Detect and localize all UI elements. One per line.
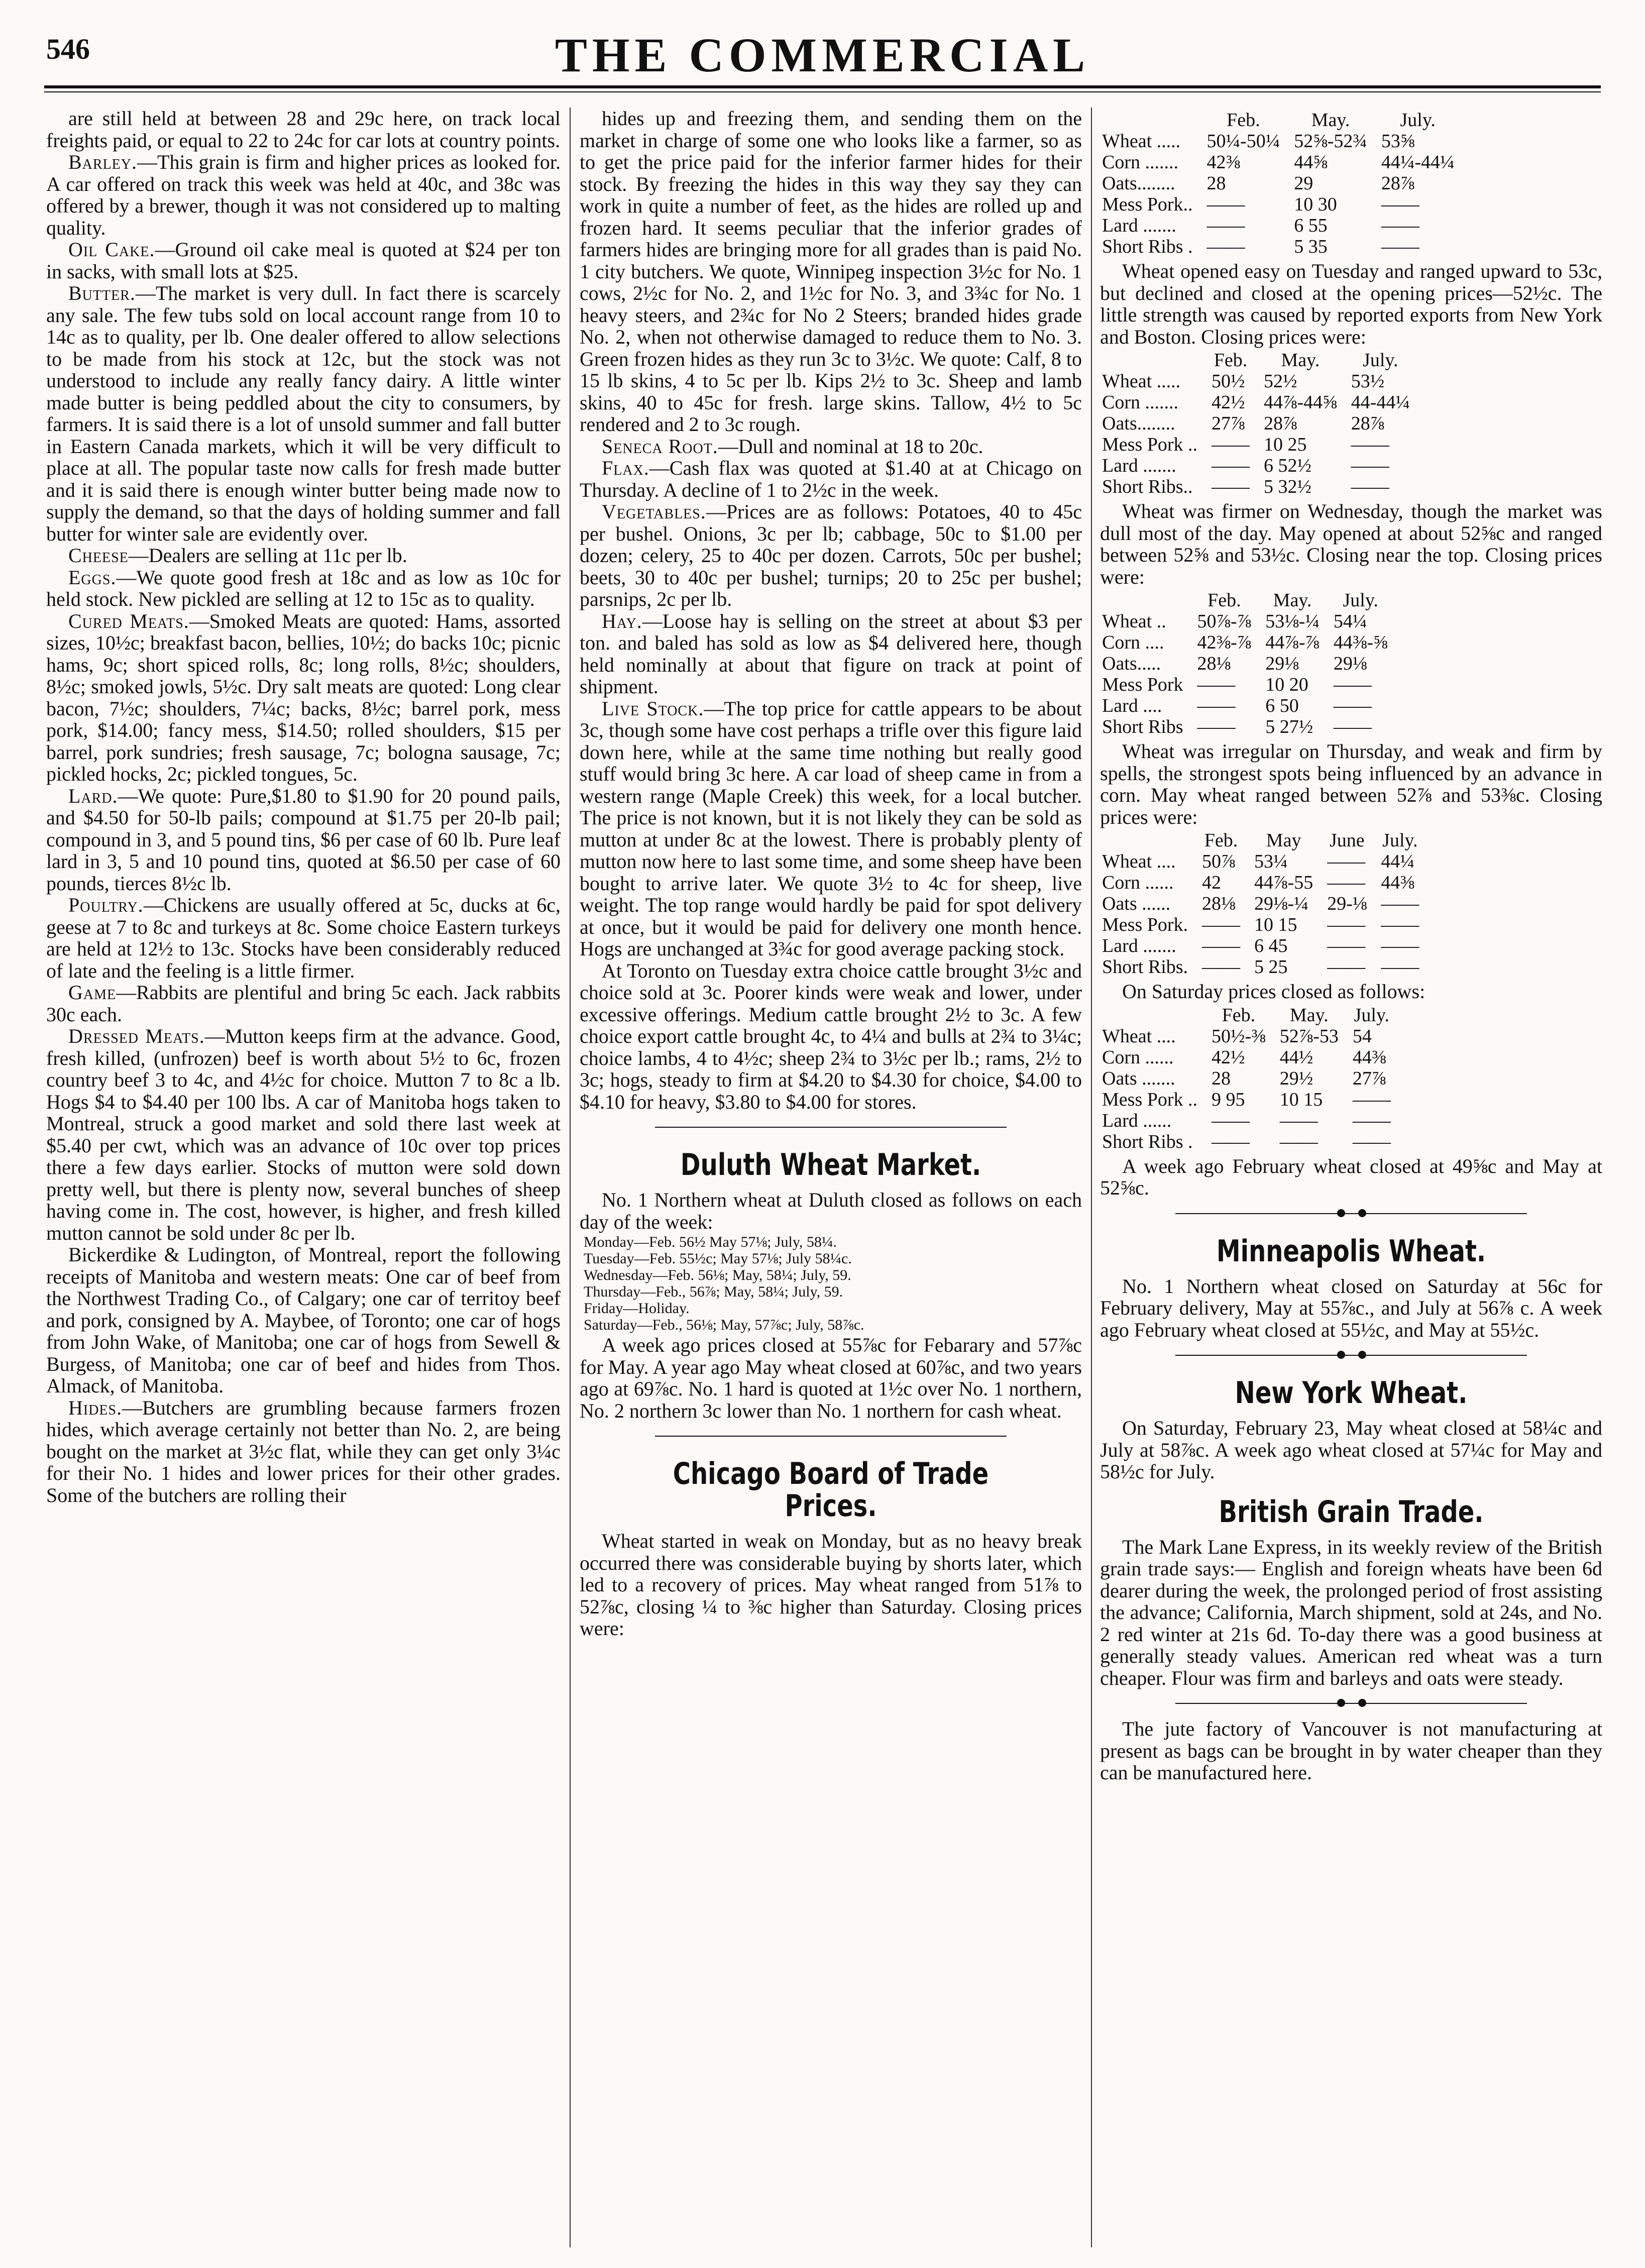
paragraph-lead: Hay. (602, 609, 642, 632)
paragraph-text: —The top price for cattle appears to be about 3c, though some have cost perhaps a trifle over this figure laid down here, while at the same time nothing but really good stuff would bring 3c here. A car load of sheep came in from a western range (Maple Creek) this week, for a local butcher. The price is not known, but it is not likely they can be sold as mutton at under 8c at the lowest. There is probably plenty of mutton now here to last some time, and some sheep have been bought to arrive later. We quote 3½ to 4c for sheep, live weight. The top range would hardly be paid for spot delivery at once, but it would be paid for delivery one month hence. Hogs are unchanged at 3¾c for good average packing stock. (580, 697, 1082, 960)
paragraph-text: —We quote good fresh at 18c and as low as 10c for held stock. New pickled are selling at 12 to 15c as to quality. (46, 566, 561, 610)
commodity-cell: Lard ....... (1102, 215, 1176, 236)
paragraph-lead: Eggs. (68, 566, 117, 589)
price-cell: 29 (1294, 173, 1313, 194)
price-cell: 44⅞-⅞ (1265, 632, 1320, 653)
paragraph (580, 610, 1082, 698)
table-row (1102, 1131, 1398, 1152)
price-cell: —— (1212, 1131, 1250, 1152)
price-cell: —— (1212, 1110, 1250, 1131)
price-cell: 42⅜ (1207, 152, 1241, 173)
column-1 (46, 107, 561, 2247)
header-cell: May. (1273, 590, 1312, 611)
price-cell: 29⅛-¼ (1254, 893, 1308, 914)
paragraph-lead: Seneca Root. (602, 435, 718, 458)
commodity-cell: Lard .... (1102, 695, 1162, 716)
commodity-cell: Short Ribs. (1102, 956, 1188, 978)
table-row (1102, 1068, 1398, 1089)
price-cell: —— (1381, 215, 1419, 236)
price-cell: 5 25 (1254, 956, 1288, 978)
commodity-cell: Mess Pork .. (1102, 434, 1198, 455)
price-cell: 53¼ (1254, 851, 1288, 872)
price-cell: 53⅛-¼ (1265, 611, 1320, 632)
table-row (1102, 1089, 1398, 1110)
commodity-cell: Wheat .... (1102, 851, 1176, 872)
paragraph-text: are still held at between 28 and 29c here, on track local freights paid, or equal to 22 to 24c for car lots at country points. (46, 107, 561, 152)
price-cell: 28 (1212, 1067, 1231, 1089)
monday-price-table (1102, 110, 1462, 257)
commodity-cell: Lard ....... (1102, 455, 1176, 476)
price-cell: 42½ (1212, 392, 1245, 413)
price-cell: —— (1352, 1089, 1391, 1110)
price-cell: —— (1212, 455, 1250, 476)
table-header-row (1102, 350, 1417, 371)
price-cell: —— (1333, 674, 1372, 695)
table-row (1102, 413, 1417, 434)
price-cell: —— (1351, 434, 1389, 455)
thursday-price-table (1102, 830, 1426, 978)
table-row (1102, 434, 1417, 455)
duluth-day-line: Friday—Holiday. (584, 1300, 690, 1317)
header-cell: July. (1363, 350, 1398, 371)
price-cell: —— (1327, 851, 1366, 872)
paragraph (580, 501, 1082, 610)
commodity-cell: Mess Pork. (1102, 914, 1188, 935)
commodity-cell: Lard ...... (1102, 1110, 1172, 1131)
column-rule (570, 107, 571, 2247)
section-divider (655, 1428, 1007, 1445)
commodity-cell: Oats..... (1102, 653, 1161, 674)
british-report: The Mark Lane Express, in its weekly review of the British grain trade says:— English and foreign wheats have been 6d dearer during the week, the prolonged period of frost assisting the advance; California, March shipment, sold at 24s, and No. 2 red winter at 21s 6d. To-day there was a good business at generally steady values. American red wheat was a turn cheaper. Flour was firm and barleys and oats were steady. (1100, 1535, 1602, 1689)
table-row (1102, 131, 1462, 152)
paragraph (580, 960, 1082, 1113)
price-cell: 28 (1207, 173, 1226, 194)
paragraph-lead: Cheese (68, 544, 129, 567)
price-cell: 44⅞-55 (1254, 872, 1313, 893)
paragraph (46, 1397, 561, 1506)
duluth-day-line: Saturday—Feb., 56⅛; May, 57⅞c; July, 58⅞c. (584, 1317, 864, 1333)
table-header-row (1102, 830, 1426, 851)
table-row (1102, 455, 1417, 476)
paragraph-text: At Toronto on Tuesday extra choice cattle brought 3½c and choice sold at 3c. Poorer kinds were weak and lower, under excessive offerings. Medium cattle brought 2½ to 3c. A few choice export cattle brought 4c, to 4¼ and bulls at 2¾ to 3¼c; choice lambs, 4 to 4½c; sheep 2¾ to 3½c per lb.; rams, 2½ to 3c; hogs, steady to firm at $4.20 to $4.30 for choice, $4.00 to $4.10 for heavy, $3.80 to $4.00 for stores. (580, 959, 1082, 1113)
price-cell: —— (1381, 236, 1419, 257)
paragraph-text: hides up and freezing them, and sending them on the market in charge of some one who looks like a farmer, so as to get the price paid for the inferior farmer hides for their stock. By freezing the hides in this way they say they can work in quite a number of feet, as the hides are rolled up and frozen hard. It seems peculiar that the inferior grades of farmers hides are bringing more for all grades than is paid No. 1 city butchers. We quote, Winnipeg inspection 3½c for No. 1 cows, 2½c for No. 2, and 1½c for No. 3, and 3¾c for No. 1 heavy steers, and 2¾c for No 2 Steers; branded hides grade No. 2, when not otherwise damaged to reduce them to No. 3. Green frozen hides as they run 3c to 3½c. We quote: Calf, 8 to 15 lb skins, 4 to 5c per lb. Kips 2½ to 3c. Sheep and lamb skins, 40 to 45c for fresh. large skins. Tallow, 4½ to 5c rendered and 2 to 3c rough. (580, 107, 1082, 436)
price-cell: —— (1381, 914, 1419, 935)
minneapolis-heading: Minneapolis Wheat. (1216, 1233, 1486, 1269)
commodity-cell: Mess Pork.. (1102, 194, 1193, 215)
price-cell: —— (1207, 194, 1245, 215)
price-cell: 29-⅛ (1327, 893, 1367, 914)
commodity-cell: Corn ....... (1102, 152, 1178, 173)
paragraph (580, 698, 1082, 960)
table-row (1102, 956, 1426, 978)
price-cell: —— (1351, 455, 1389, 476)
paragraph-lead: Hides. (68, 1396, 123, 1419)
section-divider (1175, 1347, 1527, 1364)
table-row (1102, 695, 1395, 716)
paragraph-text: —Mutton keeps firm at the advance. Good, fresh killed, (unfrozen) beef is worth about 5½ to 6c, frozen country beef 3 to 4c, and 4½c for choice. Mutton 7 to 8c a lb. Hogs $4 to $4.40 per 100 lbs. A car of Manitoba hogs taken to Montreal, struck a good market and sold there last week at $5.40 per cwt, which was an advance of 10c over top prices there a few days earlier. Stocks of mutton were sold down pretty well, but there is plenty now, several bunches of sheep having come in. The cost, however, is higher, and fresh killed mutton cannot be sold under 8c per lb. (46, 1025, 561, 1244)
header-cell (1102, 110, 1200, 131)
commodity-cell: Mess Pork (1102, 674, 1183, 695)
header-cell: May (1266, 830, 1301, 851)
commodity-cell: Lard ....... (1102, 935, 1176, 956)
paragraph (46, 545, 561, 567)
paragraph-text: —Ground oil cake meal is quoted at $24 per ton in sacks, with small lots at $25. (46, 238, 561, 283)
header-cell (1102, 350, 1204, 371)
header-rule-thin (44, 91, 1601, 92)
table-row (1102, 851, 1426, 872)
british-heading: British Grain Trade. (1219, 1494, 1484, 1530)
header-cell: June (1329, 830, 1365, 851)
section-divider (1175, 1205, 1527, 1222)
column-2 (580, 107, 1082, 2247)
paragraph-lead: Live Stock. (602, 697, 704, 720)
header-cell: Feb. (1227, 110, 1260, 131)
price-cell: 5 32½ (1264, 476, 1312, 497)
table-row (1102, 194, 1462, 215)
paragraph-text: —Dull and nominal at 18 to 20c. (718, 435, 983, 458)
wednesday-report: Wheat was firmer on Wednesday, though the market was dull most of the day. May opened at about 52⅝c and ranged between 52⅝ and 53½c. Closing near the top. Closing prices were: (1100, 500, 1602, 588)
paragraph (46, 239, 561, 282)
table-row (1102, 872, 1426, 893)
thursday-report: Wheat was irregular on Thursday, and weak and firm by spells, the strongest spots being influenced by an advance in corn. May wheat ranged between 52⅞ and 53⅜c. Closing prices were: (1100, 740, 1602, 828)
price-cell: —— (1197, 716, 1236, 737)
price-cell: —— (1279, 1131, 1318, 1152)
masthead: THE COMMERCIAL (555, 28, 1090, 82)
price-cell: 50½ (1212, 371, 1245, 392)
commodity-cell: Short Ribs.. (1102, 476, 1193, 497)
price-cell: 28⅞ (1351, 413, 1385, 434)
price-cell: 50⅞-⅞ (1197, 611, 1252, 632)
price-cell: 50⅞ (1202, 851, 1236, 872)
price-cell: 6 45 (1254, 935, 1288, 956)
header-cell: July. (1400, 110, 1436, 131)
table-row (1102, 716, 1395, 737)
price-cell: 53⅝ (1381, 131, 1415, 152)
price-cell: —— (1212, 476, 1250, 497)
table-row (1102, 1026, 1398, 1047)
price-cell: 42⅜-⅞ (1197, 632, 1252, 653)
price-cell: 9 95 (1212, 1089, 1245, 1110)
header-cell (1102, 830, 1195, 851)
header-cell: Feb. (1204, 830, 1238, 851)
table-row (1102, 1047, 1398, 1068)
price-cell: —— (1197, 695, 1236, 716)
price-cell: 44⅜ (1352, 1046, 1386, 1068)
table-row (1102, 152, 1462, 173)
paragraph-lead: Poultry. (68, 894, 144, 916)
price-cell: 29⅛ (1265, 653, 1299, 674)
price-cell: 28⅛ (1202, 893, 1236, 914)
page-number: 546 (46, 33, 90, 65)
commodity-cell: Oats ....... (1102, 1067, 1175, 1089)
price-cell: 27⅞ (1352, 1067, 1386, 1089)
price-cell: 6 55 (1294, 215, 1328, 236)
price-cell: —— (1197, 674, 1236, 695)
commodity-cell: Short Ribs (1102, 716, 1183, 737)
commodity-cell: Corn .... (1102, 632, 1164, 653)
paragraph-lead: Vegetables. (602, 500, 706, 523)
price-cell: 52⅞-53 (1279, 1025, 1339, 1047)
week-ago-note: A week ago February wheat closed at 49⅝c and May at 52⅝c. (1100, 1154, 1602, 1199)
table-row (1102, 215, 1462, 236)
paragraph (46, 982, 561, 1025)
paragraph-lead: Oil Cake. (68, 238, 155, 261)
price-cell: —— (1207, 236, 1245, 257)
paragraph (46, 567, 561, 610)
paragraph-text: —Dealers are selling at 11c per lb. (128, 544, 407, 567)
price-cell: 10 15 (1254, 914, 1297, 935)
duluth-day-line: Monday—Feb. 56½ May 57⅛; July, 58¼. (584, 1234, 837, 1250)
header-cell: May. (1289, 1004, 1329, 1026)
price-cell: 50½-⅜ (1212, 1025, 1266, 1047)
table-row (1102, 914, 1426, 935)
tuesday-price-table (1102, 350, 1417, 497)
table-row (1102, 476, 1417, 497)
paragraph (46, 1025, 561, 1244)
paragraph-text: —Butchers are grumbling because farmers frozen hides, which average certainly not better than No. 2, are being bought on the market at 3½c flat, while they can get only 3¼c for their No. 1 hides and lower prices for their other grades. Some of the butchers are rolling their (46, 1396, 561, 1506)
duluth-summary: A week ago prices closed at 55⅞c for Febarary and 57⅞c for May. A year ago May wheat closed at 60⅞c, and two years ago at 69⅞c. No. 1 hard is quoted at 1½c over No. 1 northern, No. 2 northern 3c lower than No. 1 northern for cash wheat. (580, 1334, 1082, 1422)
table-row (1102, 653, 1395, 674)
duluth-heading: Duluth Wheat Market. (680, 1147, 981, 1182)
price-cell: —— (1327, 935, 1366, 956)
saturday-report: On Saturday prices closed as follows: (1122, 980, 1425, 1003)
price-cell: 6 50 (1265, 695, 1299, 716)
commodity-cell: Wheat ..... (1102, 371, 1181, 392)
price-cell: —— (1352, 1110, 1391, 1131)
table-header-row (1102, 1005, 1398, 1026)
price-cell: —— (1202, 914, 1241, 935)
table-row (1102, 893, 1426, 914)
price-cell: 44⅝ (1294, 152, 1328, 173)
price-cell: —— (1352, 1131, 1391, 1152)
table-row (1102, 611, 1395, 632)
chicago-heading: Chicago Board of Trade Prices. (673, 1456, 989, 1524)
duluth-daily-list (584, 1234, 1082, 1333)
price-cell: 53½ (1351, 371, 1385, 392)
price-cell: 52⅝-52¾ (1294, 131, 1367, 152)
header-cell: July. (1382, 830, 1418, 851)
header-rule (44, 85, 1601, 88)
price-cell: —— (1279, 1110, 1318, 1131)
paragraph-lead: Butter. (68, 282, 136, 304)
table-row (1102, 371, 1417, 392)
price-cell: —— (1381, 935, 1419, 956)
commodity-cell: Wheat .. (1102, 611, 1166, 632)
duluth-day-line: Wednesday—Feb. 56⅛; May, 58¼; July, 59. (584, 1267, 851, 1283)
price-cell: 54¼ (1333, 611, 1367, 632)
paragraph (46, 610, 561, 785)
price-cell: 10 20 (1265, 674, 1308, 695)
price-cell: —— (1327, 872, 1366, 893)
paragraph (46, 1244, 561, 1397)
header-cell: Feb. (1214, 350, 1248, 371)
table-row (1102, 632, 1395, 653)
price-cell: —— (1327, 914, 1366, 935)
commodity-cell: Short Ribs . (1102, 236, 1193, 257)
price-cell: 27⅞ (1212, 413, 1245, 434)
table-row (1102, 236, 1462, 257)
paragraph-text: —Rabbits are plentiful and bring 5c each. Jack rabbits 30c each. (46, 981, 561, 1026)
price-cell: 10 30 (1294, 194, 1337, 215)
newyork-report: On Saturday, February 23, May wheat closed at 58¼c and July at 58⅞c. A week ago wheat closed at 57¼c for May and 58½c for July. (1100, 1417, 1602, 1483)
price-cell: 10 15 (1279, 1089, 1323, 1110)
commodity-cell: Corn ...... (1102, 1046, 1174, 1068)
paragraph-text: —Cash flax was quoted at $1.40 at at Chicago on Thursday. A decline of 1 to 2½c in the week. (580, 457, 1082, 501)
price-cell: 10 25 (1264, 434, 1307, 455)
price-cell: 28⅞ (1381, 173, 1415, 194)
commodity-cell: Oats........ (1102, 173, 1175, 194)
commodity-cell: Corn ....... (1102, 392, 1178, 413)
header-cell (1102, 590, 1190, 611)
minneapolis-report: No. 1 Northern wheat closed on Saturday at 56c for February delivery, May at 55⅞c., and July at 56⅞ c. A week ago February wheat closed at 55½c, and May at 55½c. (1100, 1274, 1602, 1341)
header-cell: July. (1354, 1004, 1390, 1026)
table-row (1102, 674, 1395, 695)
price-cell: —— (1202, 935, 1241, 956)
price-cell: 6 52½ (1264, 455, 1312, 476)
commodity-cell: Oats........ (1102, 413, 1175, 434)
paragraph-text: —Chickens are usually offered at 5c, ducks at 6c, geese at 7 to 8c and turkeys at 8c. Some choice Eastern turkeys are held at 12½ to 13c. Stocks have been considerably reduced of late and the feeling is a little firmer. (46, 894, 561, 982)
paragraph-lead: Barley. (68, 151, 138, 173)
paragraph-text: —Loose hay is selling on the street at about $3 per ton. and baled has sold as low as $4 delivered here, though held nominally at about that figure on track at point of shipment. (580, 609, 1082, 698)
price-cell: 42 (1202, 872, 1222, 893)
paragraph-text: —We quote: Pure,$1.80 to $1.90 for 20 pound pails, and $4.50 for 50-lb pails; compound at $1.75 per 20-lb pail; compound in 3, and 5 pound tins, $6 per case of 60 lb. Pure leaf lard in 3, 5 and 10 pound tins, quoted at $6.50 per case of 60 pounds, tierces 8½c lb. (46, 784, 561, 895)
paragraph (46, 151, 561, 239)
column-3 (1100, 107, 1602, 2247)
header-cell: July. (1343, 590, 1378, 611)
paragraph-text: Bickerdike & Ludington, of Montreal, report the following receipts of Manitoba and western meats: One car of beef from the Northwest Trading Co., of Calgary; one car of territoy beef and pork, consigned by A. Maybee, of Toronto; one car of hogs from John Wake, of Manitoba; one car of hogs from Sewell & Burgess, of Manitoba; one car of beef and hides from Thos. Almack, of Manitoba. (46, 1243, 561, 1397)
price-cell: —— (1327, 956, 1366, 978)
price-cell: —— (1212, 434, 1250, 455)
commodity-cell: Mess Pork .. (1102, 1089, 1198, 1110)
price-cell: 44½ (1279, 1046, 1313, 1068)
header-cell: Feb. (1222, 1004, 1256, 1026)
price-cell: 44⅜ (1381, 872, 1414, 893)
paragraph-text: —The market is very dull. In fact there is scarcely any sale. The few tubs sold on local account range from 10 to 14c as to quality, per lb. One dealer offered to allow selections to be made from his stock at 12c, but the stock was not understood to include any really fancy dairy. A little winter made butter is being peddled about the city to consumers, by farmers. It is said there is a lot of unsold summer and fall butter in Eastern Canada markets, which it will be very difficult to place at all. The popular taste now calls for fresh made butter and it is said there is enough winter butter being made now to supply the demand, so that the days of holding summer and fall butter for winter sale are evidently over. (46, 282, 561, 545)
price-cell: —— (1202, 956, 1241, 978)
commodity-cell: Wheat .... (1102, 1025, 1176, 1047)
saturday-price-table (1102, 1005, 1398, 1152)
paragraph-text: —Prices are as follows: Potatoes, 40 to 45c per bushel. Onions, 3c per lb; cabbage, 50c to $1.00 per dozen; celery, 25 to 40c per dozen. Carrots, 50c per bushel; beets, 30 to 40c per bushel; turnips; 20 to 25c per bushel; parsnips, 2c per lb. (580, 500, 1082, 610)
price-cell: 42½ (1212, 1046, 1245, 1068)
chicago-intro: Wheat started in weak on Monday, but as no heavy break occurred there was considerable buying by shorts later, which led to a recovery of prices. May wheat ranged from 51⅞ to 52⅞c, closing ¼ to ⅜c higher than Saturday. Closing prices were: (580, 1530, 1082, 1640)
paragraph (46, 785, 561, 895)
price-cell: 54 (1352, 1025, 1372, 1047)
table-row (1102, 935, 1426, 956)
price-cell: —— (1381, 956, 1419, 978)
price-cell: 50¼-50¼ (1207, 131, 1280, 152)
header-cell (1102, 1005, 1204, 1026)
newyork-heading: New York Wheat. (1235, 1375, 1468, 1411)
price-cell: —— (1381, 893, 1419, 914)
price-cell: 29½ (1279, 1067, 1313, 1089)
table-row (1102, 173, 1462, 194)
price-cell: —— (1333, 716, 1372, 737)
price-cell: 28⅞ (1264, 413, 1297, 434)
table-row (1102, 392, 1417, 413)
commodity-cell: Wheat ..... (1102, 131, 1181, 152)
duluth-day-line: Thursday—Feb., 56⅞; May, 58¼; July, 59. (584, 1283, 843, 1300)
paragraph-text: —This grain is firm and higher prices as looked for. A car offered on track this week was held at 40c, and 38c was offered by a brewer, though it was not considered up to malting quality. (46, 151, 561, 239)
duluth-day-line: Tuesday—Feb. 55½c; May 57⅛; July 58¼c. (584, 1250, 852, 1267)
price-cell: 52½ (1264, 371, 1297, 392)
commodity-cell: Oats ...... (1102, 893, 1171, 914)
paragraph-lead: Flax. (602, 457, 649, 479)
paragraph-lead: Lard. (68, 784, 118, 807)
price-cell: 5 27½ (1265, 716, 1313, 737)
paragraph (46, 107, 561, 151)
price-cell: 28⅛ (1197, 653, 1231, 674)
paragraph (580, 457, 1082, 501)
table-row (1102, 1110, 1398, 1131)
column-rule (1091, 107, 1092, 2247)
wednesday-price-table (1102, 590, 1395, 737)
price-cell: 44⅜-⅝ (1333, 632, 1388, 653)
duluth-intro: No. 1 Northern wheat at Duluth closed as follows on each day of the week: (580, 1189, 1082, 1233)
price-cell: 44¼-44¼ (1381, 152, 1455, 173)
paragraph-lead: Cured Meats. (68, 609, 189, 632)
price-cell: 44¼ (1381, 851, 1414, 872)
price-cell: —— (1351, 476, 1389, 497)
paragraph-lead: Dressed Meats. (68, 1025, 205, 1047)
paragraph (46, 894, 561, 982)
price-cell: 29⅛ (1333, 653, 1367, 674)
paragraph (580, 436, 1082, 458)
price-cell: 5 35 (1294, 236, 1328, 257)
header-cell: Feb. (1208, 590, 1241, 611)
price-cell: —— (1333, 695, 1372, 716)
price-cell: —— (1207, 215, 1245, 236)
header-cell: May. (1311, 110, 1350, 131)
commodity-cell: Corn ...... (1102, 872, 1174, 893)
tuesday-report: Wheat opened easy on Tuesday and ranged upward to 53c, but declined and closed at the opening prices—52½c. The little strength was caused by reported exports from New York and Boston. Closing prices were: (1100, 260, 1602, 348)
commodity-cell: Short Ribs . (1102, 1131, 1193, 1152)
paragraph (46, 282, 561, 545)
price-cell: 44⅞-44⅝ (1264, 392, 1337, 413)
market-paragraphs (580, 107, 1082, 1113)
price-cell: 44-44¼ (1351, 392, 1410, 413)
paragraph-text: —Smoked Meats are quoted: Hams, assorted sizes, 10½c; breakfast bacon, bellies, 10½; do backs 10c; picnic hams, 9c; short spiced rolls, 8c; long rolls, 8½c; shoulders, 8½c; smoked jowls, 5½c. Dry salt meats are quoted: Long clear bacon, 7½c; shoulders, 7¼c; backs, 8½c; barrel pork, mess pork, $14.00; fancy mess, $14.50; rolled shoulders, $15 per barrel, pork sundries; fresh sausage, 7c; bologna sausage, 7c; pickled hocks, 2c; pickled tongues, 5c. (46, 609, 561, 785)
jute-note: The jute factory of Vancouver is not manufacturing at present as bags can be brought in by water cheaper than they can be manufactured here. (1100, 1717, 1602, 1784)
table-header-row (1102, 110, 1462, 131)
paragraph (580, 107, 1082, 436)
paragraph-lead: Game (68, 981, 117, 1004)
header-cell: May. (1281, 350, 1320, 371)
section-divider (1175, 1695, 1527, 1712)
table-header-row (1102, 590, 1395, 611)
section-divider (655, 1119, 1007, 1136)
price-cell: —— (1381, 194, 1419, 215)
